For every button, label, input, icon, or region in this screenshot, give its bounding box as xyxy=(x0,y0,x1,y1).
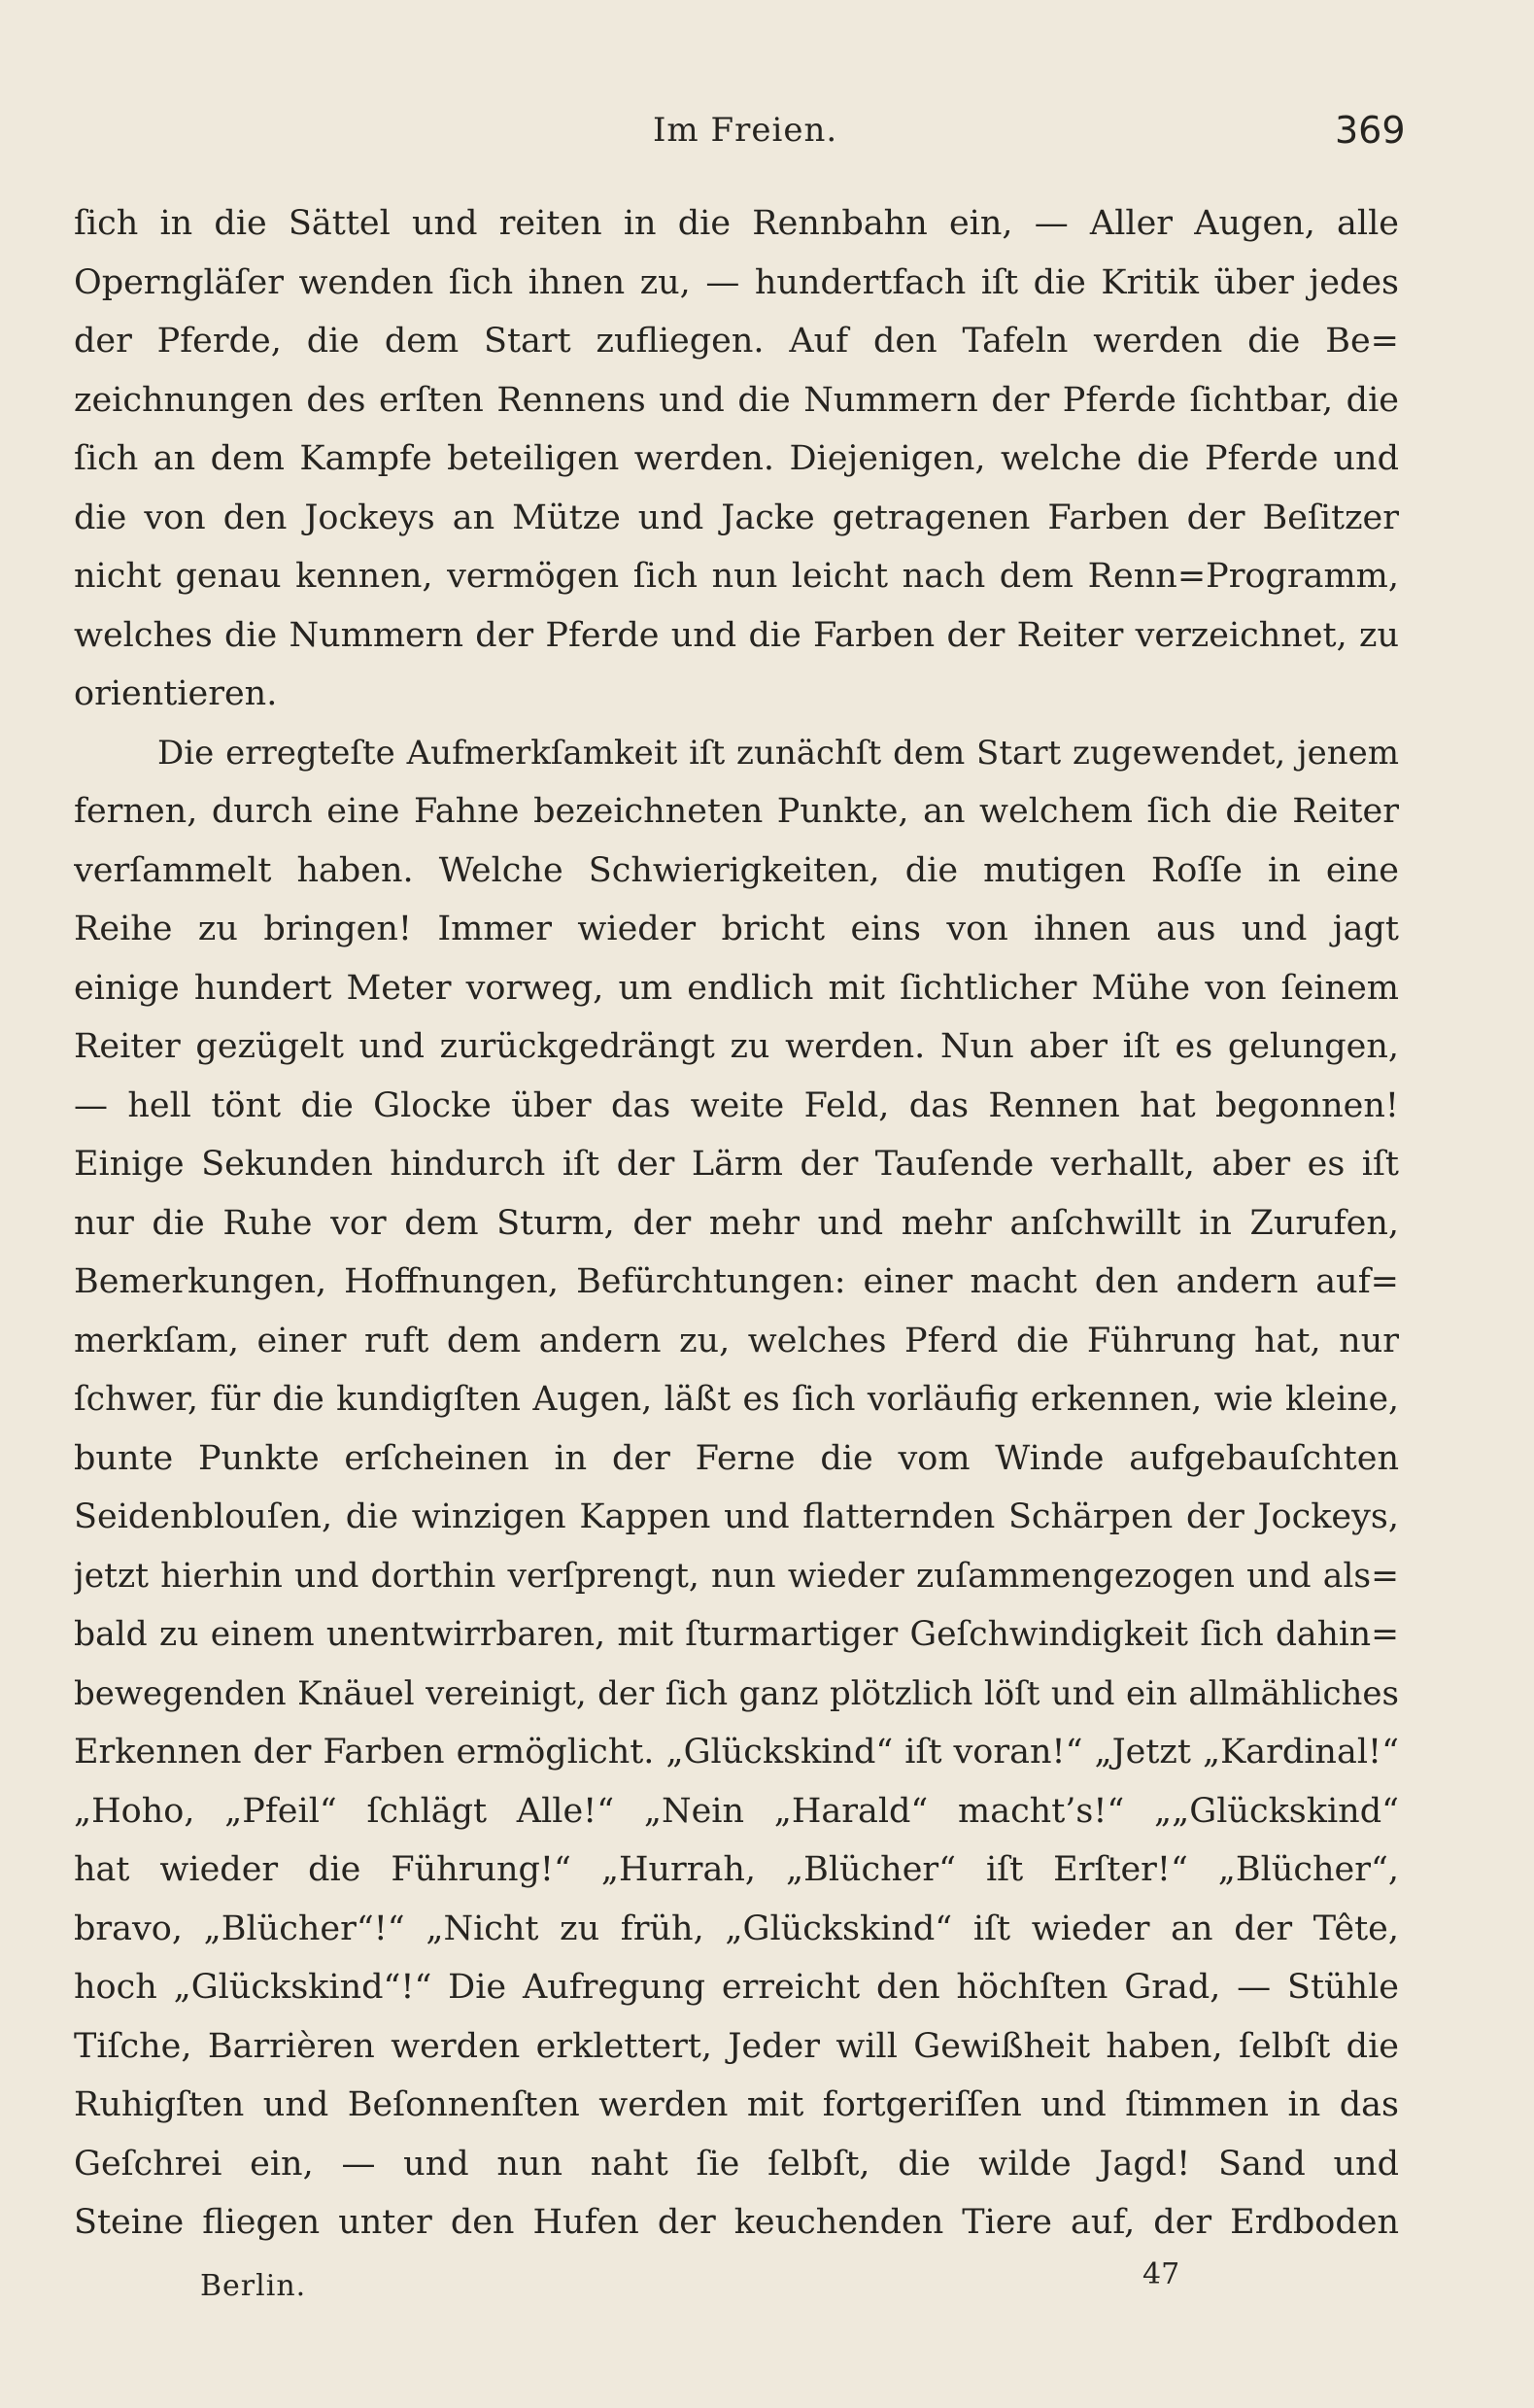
text-line: Reiter gezügelt und zurückgedrängt zu werden. Nun aber iſt es gelungen, xyxy=(74,1027,1399,1066)
text-line: nur die Ruhe vor dem Sturm, der mehr und mehr anſchwillt in Zurufen, xyxy=(74,1203,1399,1243)
text-line: bewegenden Knäuel vereinigt, der ſich ganz plötzlich löſt und ein allmähliches xyxy=(74,1673,1399,1713)
text-line: Einige Sekunden hindurch iſt der Lärm der Tauſende verhallt, aber es iſt xyxy=(74,1145,1399,1184)
text-line: Bemerkungen, Hoffnungen, Befürchtungen: einer macht den andern auf= xyxy=(74,1262,1399,1301)
text-line: Operngläſer wenden ſich ihnen zu, — hundertfach iſt die Kritik über jedes xyxy=(74,262,1399,302)
text-line: der Pferde, die dem Start zufliegen. Auf den Tafeln werden die Be= xyxy=(74,322,1399,361)
text-line: jetzt hierhin und dorthin verſprengt, nun wieder zuſammengezogen und als= xyxy=(74,1556,1399,1596)
text-line: Erkennen der Farben ermöglicht. „Glückskind“ iſt voran!“ „Jetzt „Kardinal!“ xyxy=(74,1733,1399,1772)
page-number: 369 xyxy=(1335,109,1406,152)
text-line: hat wieder die Führung!“ „Hurrah, „Blücher“ iſt Erſter!“ „Blücher“, xyxy=(74,1850,1399,1889)
text-line: bunte Punkte erſcheinen in der Ferne die vom Winde aufgebauſchten xyxy=(74,1438,1399,1478)
text-line: verſammelt haben. Welche Schwierigkeiten, die mutigen Roſſe in eine xyxy=(74,850,1399,890)
printer-signature: Berlin. xyxy=(200,2269,307,2303)
running-title: Im Freien. xyxy=(653,111,838,150)
paragraph-first-line: Die erregteſte Aufmerkſamkeit iſt zunächſt dem Start zugewendet, jenem xyxy=(157,733,1399,773)
text-line: ſich in die Sättel und reiten in die Rennbahn ein, — Aller Augen, alle xyxy=(74,204,1399,243)
text-line: Geſchrei ein, — und nun naht ſie ſelbſt, die wilde Jagd! Sand und xyxy=(74,2144,1399,2184)
text-line: welches die Nummern der Pferde und die Farben der Reiter verzeichnet, zu xyxy=(74,615,1399,655)
text-line: bald zu einem unentwirrbaren, mit ſturmartiger Geſchwindigkeit ſich dahin= xyxy=(74,1615,1399,1654)
sheet-signature: 47 xyxy=(1142,2257,1180,2291)
text-line: — hell tönt die Glocke über das weite Feld, das Rennen hat begonnen! xyxy=(74,1085,1399,1125)
text-line: fernen, durch eine Fahne bezeichneten Punkte, an welchem ſich die Reiter xyxy=(74,792,1399,831)
text-line: einige hundert Meter vorweg, um endlich mit ſichtlicher Mühe von ſeinem xyxy=(74,968,1399,1008)
text-line: zeichnungen des erſten Rennens und die Nummern der Pferde ſichtbar, die xyxy=(74,380,1399,420)
text-line: ſich an dem Kampfe beteiligen werden. Diejenigen, welche die Pferde und xyxy=(74,439,1399,478)
text-line: Tiſche, Barrièren werden erklettert, Jeder will Gewißheit haben, ſelbſt die xyxy=(74,2026,1399,2066)
text-line: die von den Jockeys an Mütze und Jacke getragenen Farben der Beſitzer xyxy=(74,498,1399,537)
body-text xyxy=(74,194,1399,2253)
text-line: hoch „Glückskind“!“ Die Aufregung erreicht den höchſten Grad, — Stühle xyxy=(74,1968,1399,2007)
text-line: nicht genau kennen, vermögen ſich nun leicht nach dem Renn=Programm, xyxy=(74,557,1399,596)
text-line: bravo, „Blücher“!“ „Nicht zu früh, „Glückskind“ iſt wieder an der Tête, xyxy=(74,1909,1399,1948)
text-line: Ruhigſten und Beſonnenſten werden mit fortgeriſſen und ſtimmen in das xyxy=(74,2085,1399,2124)
running-head xyxy=(0,105,1534,154)
text-line: merkſam, einer ruft dem andern zu, welches Pferd die Führung hat, nur xyxy=(74,1321,1399,1360)
text-line: Steine fliegen unter den Hufen der keuchenden Tiere auf, der Erdboden xyxy=(74,2203,1399,2242)
text-line: Seidenblouſen, die winzigen Kappen und flatternden Schärpen der Jockeys, xyxy=(74,1497,1399,1536)
text-line: Reihe zu bringen! Immer wieder bricht eins von ihnen aus und jagt xyxy=(74,910,1399,948)
text-line: orientieren. xyxy=(74,674,278,713)
text-line: „Hoho, „Pfeil“ ſchlägt Alle!“ „Nein „Harald“ macht’s!“ „„Glückskind“ xyxy=(74,1791,1399,1831)
text-line: ſchwer, für die kundigſten Augen, läßt es ſich vorläufig erkennen, wie kleine, xyxy=(74,1380,1399,1419)
